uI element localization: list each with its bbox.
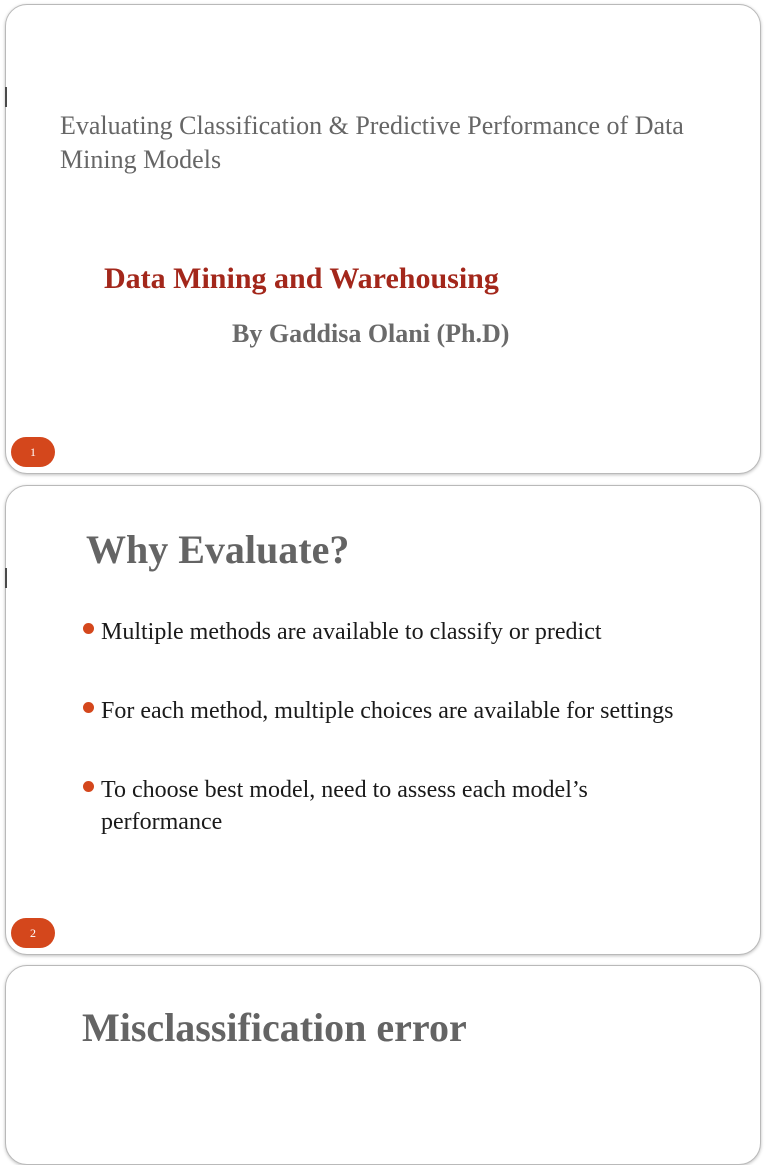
slide-number-badge: 1	[11, 437, 55, 467]
bullet-item	[78, 695, 698, 727]
bullet-text: To choose best model, need to assess each model’s performance	[101, 777, 588, 835]
bullet-dot-icon	[83, 623, 94, 634]
slide-heading: Misclassification error	[82, 1005, 467, 1050]
slide-1	[5, 4, 761, 474]
slide-number-badge: 2	[11, 918, 55, 948]
bullet-item	[78, 774, 698, 838]
bullet-dot-icon	[83, 702, 94, 713]
slide-2	[5, 485, 761, 955]
slide-heading: Why Evaluate?	[86, 527, 350, 572]
slide-edge-mark	[5, 568, 7, 588]
bullet-item	[78, 616, 698, 648]
bullet-text: For each method, multiple choices are available for settings	[101, 698, 674, 724]
slide-edge-mark	[5, 87, 7, 107]
bullet-dot-icon	[83, 781, 94, 792]
slide-3	[5, 965, 761, 1165]
author-line: By Gaddisa Olani (Ph.D)	[232, 319, 510, 348]
bullet-list	[78, 616, 698, 885]
course-title: Data Mining and Warehousing	[104, 262, 499, 295]
slide-subtitle: Evaluating Classification & Predictive Performance of Data Mining Models	[60, 111, 684, 174]
bullet-text: Multiple methods are available to classify or predict	[101, 619, 602, 645]
